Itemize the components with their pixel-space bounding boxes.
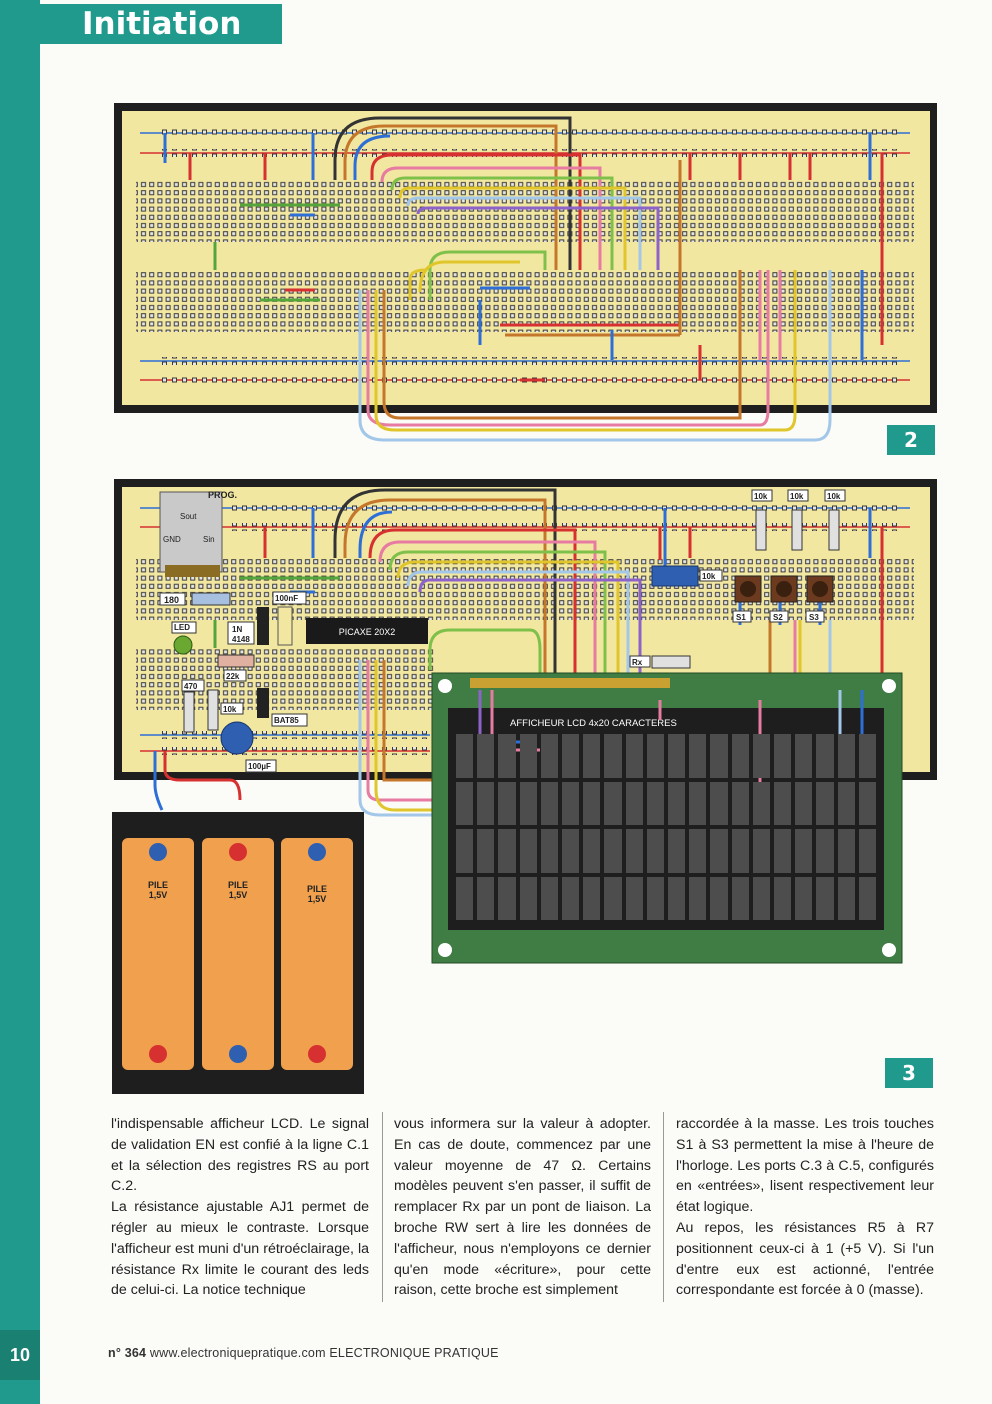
s1-label: S1 [736,613,746,622]
column-3-paragraph-2: Au repos, les résistances R5 à R7 positionnent ceux-ci à 1 (+5 V). Si l'un d'entre eux est actionné, l'entrée correspondante est forcée à 0 (masse). [676,1219,934,1299]
r10k-mid-label: 10k [702,572,716,581]
lcd-character-cells [456,734,876,920]
column-1-paragraph-2: La résistance ajustable AJ1 permet de régler au mieux le contraste. Lorsque l'afficheur est muni d'un rétroéclairage, la résistance Rx limite le courant des leds de celui-ci. La notice technique [111,1199,369,1299]
lcd-cell [753,734,770,778]
lcd-cell [604,782,621,826]
section-title: Initiation [40,4,282,44]
lcd-cell [732,734,749,778]
lcd-cell [583,829,600,873]
lcd-cell [816,829,833,873]
lcd-cell [710,782,727,826]
figure-2-number: 2 [904,428,918,452]
lcd-cell [604,829,621,873]
lcd-cell [689,829,706,873]
switch-s2 [771,576,797,602]
gnd-label: GND [163,535,181,544]
lcd-cell [774,877,791,921]
lcd-cell [774,734,791,778]
battery-1-label: PILE 1,5V [147,880,169,900]
lcd-cell [859,734,876,778]
lcd-cell [626,877,643,921]
battery-holder [112,812,364,1094]
lcd-cell [668,877,685,921]
lcd-cell [795,829,812,873]
lcd-cell [859,782,876,826]
prog-label: PROG. [208,490,238,500]
c100uf-label: 100µF [248,762,271,771]
bat85-label: BAT85 [274,716,299,725]
r10k-top-1-label: 10k [754,492,768,501]
lcd-cell [626,734,643,778]
c100nf-label: 100nF [275,594,299,603]
lcd-cell [541,877,558,921]
lcd-cell [583,782,600,826]
lcd-cell [647,734,664,778]
figure-2-breadboard [114,103,937,440]
lcd-cell [456,734,473,778]
lcd-cell [562,829,579,873]
lcd-label: AFFICHEUR LCD 4x20 CARACTERES [510,718,677,729]
lcd-cell [541,829,558,873]
rx-label: Rx [632,658,643,667]
lcd-cell [838,734,855,778]
lcd-cell [795,734,812,778]
lcd-cell [774,782,791,826]
lcd-cell [710,829,727,873]
lcd-cell [774,829,791,873]
lcd-cell [626,829,643,873]
lcd-cell [753,782,770,826]
sin-label: Sin [203,535,215,544]
lcd-cell [520,782,537,826]
lcd-cell [795,782,812,826]
sout-label: Sout [180,512,197,521]
lcd-cell [647,782,664,826]
lcd-cell [647,829,664,873]
battery-2-label: PILE 1,5V [227,880,249,900]
page-number: 10 [0,1330,40,1380]
switch-s1 [735,576,761,602]
text-column-2 [394,1114,651,1301]
lcd-cell [456,829,473,873]
lcd-cell [498,782,515,826]
lcd-cell [498,734,515,778]
lcd-cell [541,734,558,778]
lcd-cell [795,877,812,921]
footer-url: www.electroniquepratique.com [149,1346,326,1360]
lcd-cell [562,877,579,921]
text-column-3 [676,1114,934,1301]
lcd-cell [859,829,876,873]
lcd-cell [477,782,494,826]
lcd-cell [689,877,706,921]
lcd-cell [668,782,685,826]
lcd-cell [838,877,855,921]
lcd-cell [562,734,579,778]
diode-label: 1N 4148 [232,625,250,644]
lcd-cell [668,829,685,873]
footer-magazine: ELECTRONIQUE PRATIQUE [329,1346,499,1360]
lcd-cell [838,782,855,826]
lcd-cell [520,877,537,921]
r22k-label: 22k [226,672,240,681]
lcd-cell [604,877,621,921]
lcd-cell [498,877,515,921]
lcd-cell [604,734,621,778]
lcd-cell [456,877,473,921]
lcd-cell [859,877,876,921]
lcd-cell [816,734,833,778]
lcd-cell [583,734,600,778]
lcd-cell [562,782,579,826]
r10k-left-label: 10k [223,705,237,714]
column-divider-1 [382,1112,383,1302]
lcd-cell [477,877,494,921]
lcd-cell [753,877,770,921]
lcd-cell [477,829,494,873]
switch-s3 [807,576,833,602]
lcd-cell [626,782,643,826]
footer-issue: n° 364 [108,1346,147,1360]
led-label: LED [174,623,190,632]
lcd-cell [689,734,706,778]
lcd-cell [583,877,600,921]
lcd-cell [456,782,473,826]
r10k-top-2-label: 10k [790,492,804,501]
lcd-cell [816,782,833,826]
lcd-cell [732,782,749,826]
r470-label: 470 [184,682,198,691]
r180-label: 180 [164,595,180,605]
lcd-cell [520,829,537,873]
battery-3-label: PILE 1,5V [306,884,328,904]
column-2-paragraph-1: vous informera sur la valeur à adopter. En cas de doute, commencez par une valeur moyenne de 47 Ω. Certains modèles peuvent s'en passer, il suffit de remplacer Rx par un pont de liaison. La broche RW sert à lire les données de l'afficheur, nous n'employons ce dernier qu'en mode «écriture», pour cette raison, cette broche est simplement [394,1116,651,1299]
lcd-cell [838,829,855,873]
fig2-lower-strip [136,270,914,332]
lcd-cell [668,734,685,778]
lcd-cell [710,734,727,778]
s2-label: S2 [773,613,783,622]
footer [108,1346,499,1360]
text-column-1 [111,1114,369,1301]
lcd-cell [753,829,770,873]
column-divider-2 [663,1112,664,1302]
figure-3-number: 3 [902,1061,916,1085]
lcd-cell [541,782,558,826]
lcd-cell [816,877,833,921]
picaxe-label: PICAXE 20X2 [338,627,396,637]
lcd-cell [732,877,749,921]
column-1-paragraph-1: l'indispensable afficheur LCD. Le signal de validation EN est confié à la ligne C.1 et la sélection des registres RS au port C.2. [111,1116,369,1195]
lcd-cell [498,829,515,873]
lcd-cell [477,734,494,778]
lcd-cell [710,877,727,921]
column-3-paragraph-1: raccordée à la masse. Les trois touches S1 à S3 permettent la mise à l'heure de l'horloge. Les ports C.3 à C.5, configurés en «entrées», lisent respectivement leur état logique. [676,1116,934,1216]
lcd-cell [689,782,706,826]
r10k-top-3-label: 10k [827,492,841,501]
lcd-cell [732,829,749,873]
lcd-cell [647,877,664,921]
lcd-cell [520,734,537,778]
s3-label: S3 [809,613,819,622]
